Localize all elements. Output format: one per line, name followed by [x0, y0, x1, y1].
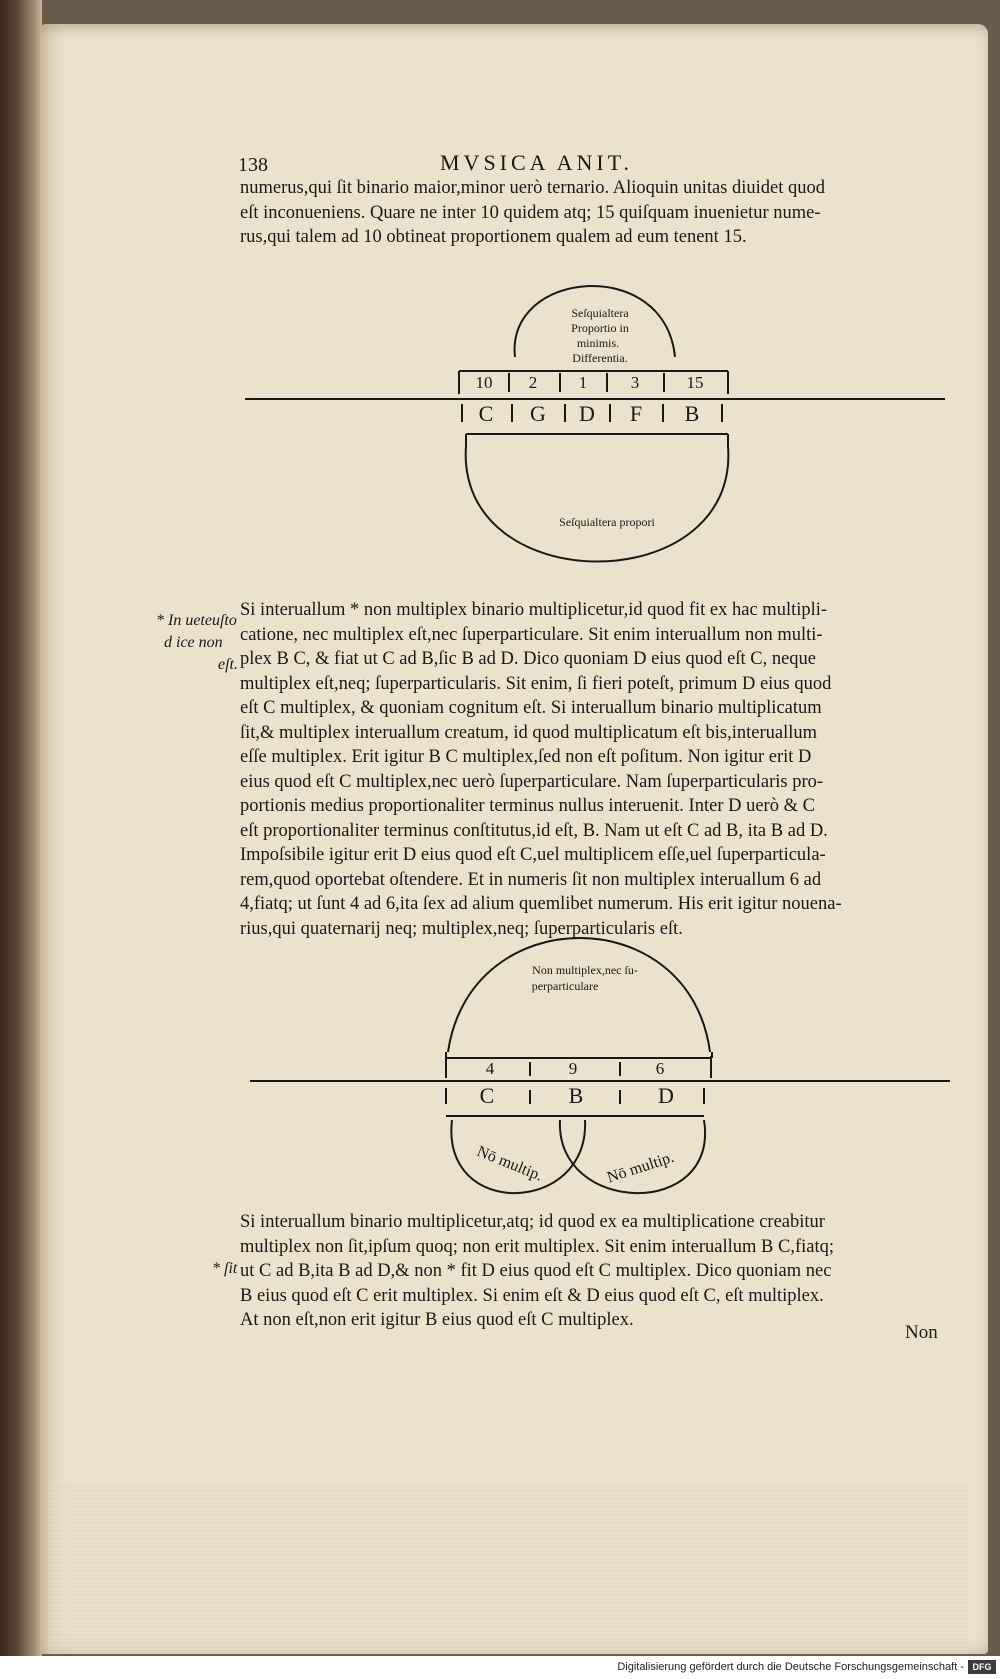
footer-credit: Digitalisierung gefördert durch die Deutsche Forschungsgemeinschaft -	[0, 1656, 1000, 1679]
bottom-arc-text: Seſquialtera propori	[559, 515, 655, 529]
margin-note-line: eſt.	[218, 656, 238, 673]
top-arc-2	[448, 938, 710, 1052]
text-line: At non eſt,non erit igitur B eius quod eſt C multiplex.	[240, 1310, 634, 1330]
ratio-number: 4	[485, 1059, 495, 1078]
text-line: rus,qui talem ad 10 obtineat proportionem qualem ad eum tenent 15.	[240, 227, 747, 247]
note-letter: G	[530, 401, 546, 426]
top-arc-2-text: Non multiplex,nec ſu-	[532, 963, 638, 977]
text-line: eſt proportionaliter terminus conſtitutus,id eſt, B. Nam ut eſt C ad B, ita B ad D.	[240, 820, 828, 841]
top-arc-text: Differentia.	[572, 351, 628, 365]
note-letter: B	[568, 1083, 584, 1108]
page-number: 138	[238, 154, 268, 176]
margin-note-1	[156, 610, 238, 676]
text-line: eſt inconueniens. Quare ne inter 10 quidem atq; 15 quiſquam inuenietur nume-	[240, 202, 821, 223]
running-head: MVSICA ANIT.	[440, 150, 634, 175]
top-arc-text: Seſquialtera	[571, 306, 629, 320]
text-line: B eius quod eſt C erit multiplex. Si enim eſt & D eius quod eſt C, eſt multiplex.	[240, 1285, 824, 1306]
text-line: plex B C, & fiat ut C ad B,ſic B ad D. Dico quoniam D eius quod eſt C, neque	[240, 649, 816, 669]
paragraph-3	[240, 1210, 954, 1333]
left-arc-text: Nō multip.	[474, 1142, 546, 1185]
paragraph-2	[240, 598, 954, 941]
note-letter: B	[684, 401, 700, 426]
ratio-number: 15	[686, 373, 704, 392]
right-arc	[560, 1120, 705, 1193]
catchword: Non	[905, 1322, 938, 1343]
text-line: rem,quod oportebat oſtendere. Et in numeris ſit non multiplex interuallum 6 ad	[240, 869, 822, 890]
text-line: catione, nec multiplex eſt,nec ſuperparticulare. Sit enim interuallum non multi-	[240, 624, 823, 645]
text-line: ut C ad B,ita B ad D,& non * fit D eius quod eſt C multiplex. Dico quoniam nec	[240, 1261, 832, 1281]
margin-note-line: * ſit	[212, 1260, 238, 1277]
top-arc-text: Proportio in	[571, 321, 629, 335]
top-arc-2-text: perparticulare	[531, 979, 599, 993]
ratio-number: 1	[578, 373, 588, 392]
right-arc-text: Nō multip.	[605, 1148, 677, 1187]
dfg-logo: DFG	[968, 1660, 996, 1674]
text-line: ſit,& multiplex interuallum creatum, id quod multiplicatum eſt bis,interuallum	[240, 722, 817, 743]
text-line: eſt C multiplex, & quoniam cognitum eſt. Si interuallum binario multiplicatum	[240, 698, 822, 718]
ratio-number: 10	[475, 373, 493, 392]
ratio-number: 9	[568, 1059, 578, 1078]
text-line: eſſe multiplex. Erit igitur B C multiplex,ſed non eſt poſitum. Non igitur erit D	[240, 747, 812, 767]
text-line: rius,qui quaternarij neq; multiplex,neq; ſuperparticularis eſt.	[240, 918, 683, 939]
text-line: Si interuallum binario multiplicetur,atq; id quod ex ea multiplicatione creabitur	[240, 1212, 825, 1232]
margin-note-line: * In ueteuſto	[156, 612, 237, 629]
text-line: numerus,qui ſit binario maior,minor uerò ternario. Alioquin unitas diuidet quod	[240, 178, 825, 198]
ratio-number: 3	[630, 373, 640, 392]
bottom-arc	[466, 446, 729, 562]
note-letter: C	[479, 1083, 495, 1108]
note-letter: D	[579, 401, 595, 426]
top-arc-text: minimis.	[576, 336, 620, 350]
text-line: Si interuallum * non multiplex binario multiplicetur,id quod fit ex hac multipli-	[240, 600, 828, 620]
ratio-number: 6	[655, 1059, 665, 1078]
note-letter: D	[658, 1083, 674, 1108]
text-line: portionis medius proportionaliter terminus nullus interuenit. Inter D uerò & C	[240, 796, 815, 816]
left-arc	[451, 1120, 585, 1193]
note-letter: C	[478, 401, 494, 426]
text-line: multiplex eſt,neq; ſuperparticularis. Sit enim, ſi fieri poteſt, primum D eius quod	[240, 673, 832, 694]
text-line: Impoſsibile igitur erit D eius quod eſt C,uel multiplicem eſſe,uel ſuperparticula-	[240, 845, 826, 865]
text-line: multiplex non ſit,ipſum quoq; non erit multiplex. Sit enim interuallum B C,fiatq;	[240, 1236, 835, 1257]
text-line: eius quod eſt C multiplex,nec uerò ſuperparticulare. Nam ſuperparticularis pro-	[240, 771, 824, 792]
margin-note-line: d ice non	[164, 634, 223, 651]
ratio-number: 2	[528, 373, 538, 392]
note-letter: F	[629, 401, 643, 426]
text-line: 4,fiatq; ut ſunt 4 ad 6,ita ſex ad alium quemlibet numerum. His erit igitur nouena-	[240, 894, 842, 914]
